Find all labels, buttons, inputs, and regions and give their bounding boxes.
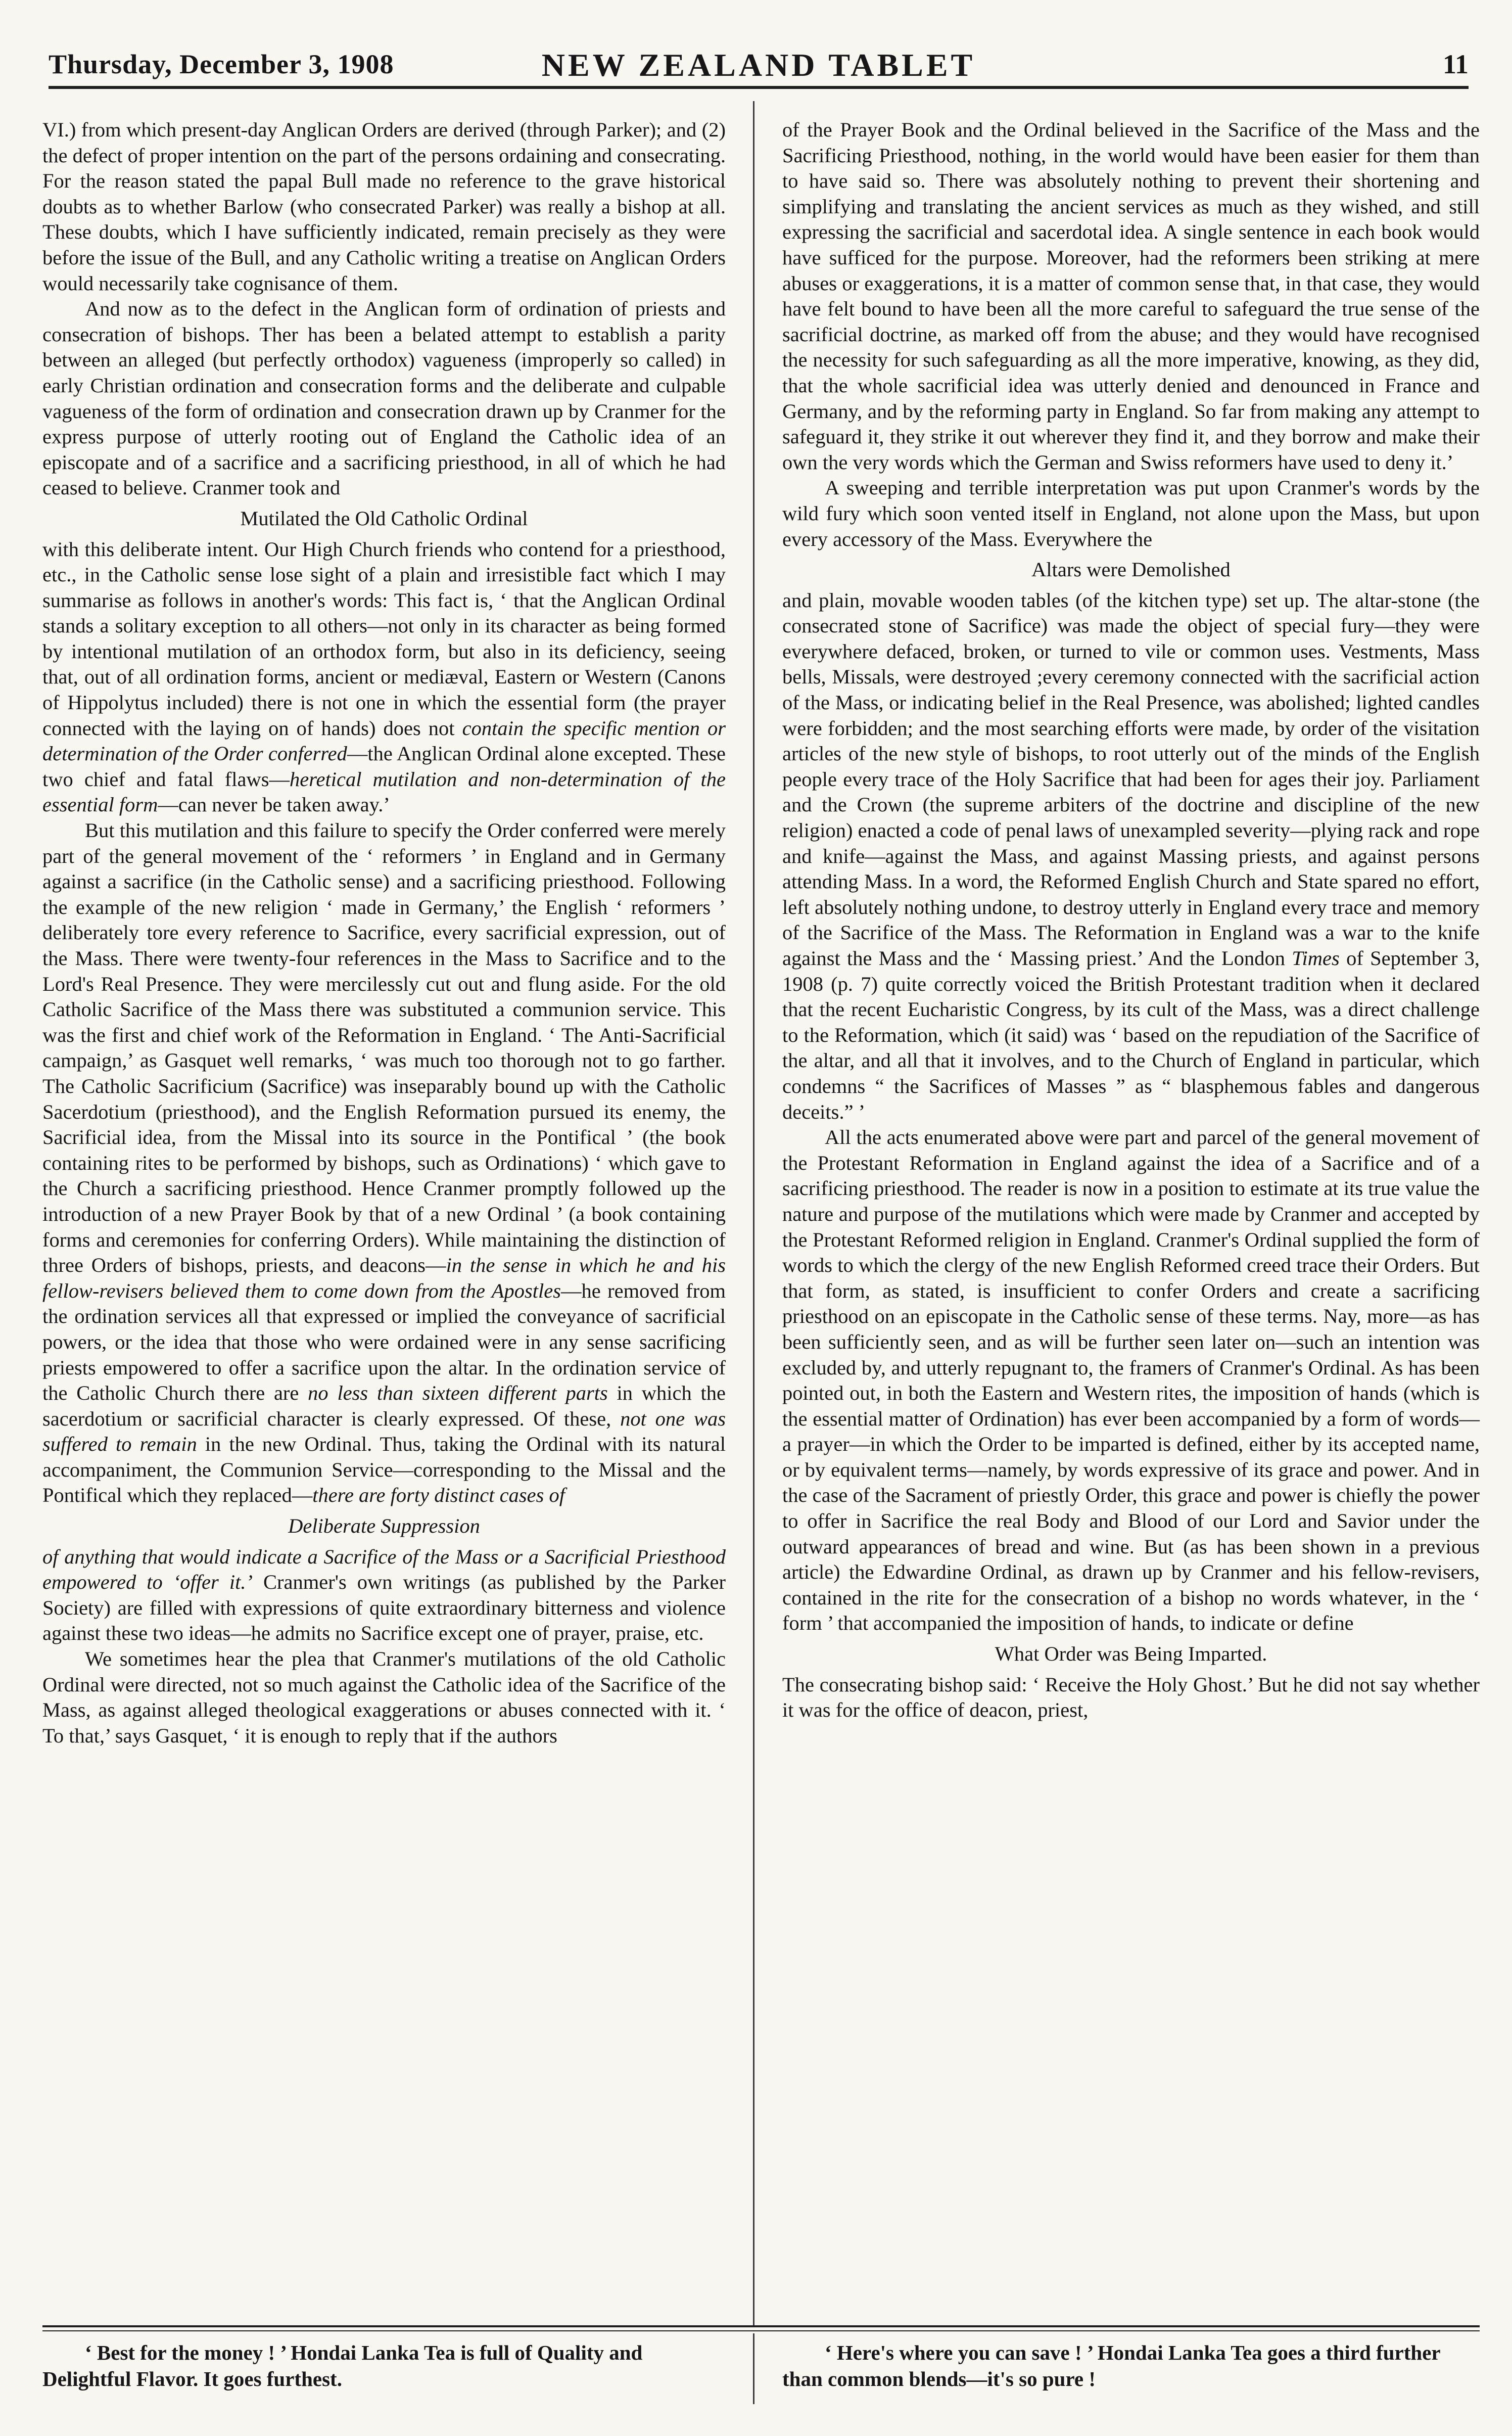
advertisement-right — [782, 2339, 1480, 2392]
text-run: and plain, movable wooden tables (of the kitchen type) set up. The altar-stone (the consecrated stone of Sacrifice) was made the object of special fury—they were everywhere defaced, broken, or turned to vile or common uses. Vestments, Mass bells, Missals, were destroyed ;every ceremony connected with the sacrificial action of the Mass, or indicating belief in the Real Presence, was abolished; lighted candles were forbidden; and the most searching efforts were made, by order of the visitation articles of the new style of bishops, to root utterly out of the minds of the English people every trace of the Holy Sacrifice that had been for ages their joy. Parliament and the Crown (the supreme arbiters of the doctrine and discipline of the new religion) enacted a code of penal laws of unexampled severity—plying rack and rope and knife—against the Mass, and against Massing priests, and against persons attending Mass. In a word, the Reformed English Church and State spared no effort, left absolutely nothing undone, to destroy utterly in England every trace and memory of the Sacrifice of the Mass. The Reformation in England was a war to the knife against the Mass and the ‘ Massing priest.’ And the London — [782, 588, 1480, 970]
page-number: 11 — [1442, 49, 1469, 79]
italic-run: there are forty distinct cases of — [312, 1484, 565, 1507]
italic-run: heretical mutilation and non-determination of the essential form — [42, 767, 726, 816]
paragraph — [42, 818, 726, 1508]
advertisement-left — [42, 2339, 726, 2392]
subheading: What Order was Being Imparted. — [995, 1642, 1267, 1666]
italic-run: no less than sixteen different parts — [308, 1382, 608, 1405]
text-run: —can never be taken away.’ — [158, 793, 390, 816]
ad-text: ‘ Here's where you can save ! ’ Hondai Lanka Tea goes a third further than common blends—it's so pure ! — [782, 2341, 1440, 2391]
footer-rule — [42, 2330, 1480, 2331]
text-run: But this mutilation and this failure to specify the Order conferred were merely part of the general movement of the ‘ reformers ’ in England and in Germany against a sacrifice (in the Catholic sense) and a sacrificing priesthood. Following the example of the new religion ‘ made in Germany,’ the English ‘ reformers ’ deliberately tore every reference to Sacrifice, every sacrificial expression, out of the Mass. There were twenty-four references in the Mass to Sacrifice and to the Lord's Real Presence. They were mercilessly cut out and flung aside. For the old Catholic Sacrifice of the Mass there was substituted a communion service. This was the first and chief work of the Reformation in England. ‘ The Anti-Sacrificial campaign,’ as Gasquet well remarks, ‘ was much too thorough not to go farther. The Catholic Sacrificium (Sacrifice) was inseparably bound up with the Catholic Sacerdotium (priesthood), and the English Reformation pursued its enemy, the Sacrificial idea, from the Missal into its source in the Pontifical ’ (the book containing rites to be performed by bishops, such as Ordinations) ‘ which gave to the Church a sacrificing priesthood. Hence Cranmer promptly followed up the introduction of a new Prayer Book by that of a new Ordinal ’ (a book containing forms and ceremonies for conferring Orders). While maintaining the distinction of three Orders of bishops, priests, and deacons— — [42, 819, 726, 1277]
subheading: Mutilated the Old Catholic Ordinal — [240, 507, 528, 530]
text-run: —he removed from the ordination services all that expressed or implied the conveyance of sacrificial powers, or the idea that those who were ordained were in any sense sacrificing priests empowered to offer a sacrifice upon the altar. In the ordination service of the Catholic Church there are — [42, 1279, 726, 1405]
text-run: of September 3, 1908 (p. 7) quite correctly voiced the British Protestant tradition when it declared that the recent Eucharistic Congress, by its cult of the Mass, was a direct challenge to the Reformation, which (it said) was ‘ based on the repudiation of the Sacrifice of the altar, and all that it involves, and to the Church of England in particular, which condemns “ the Sacrifices of Masses ” as “ blasphemous fables and dangerous deceits.” ’ — [782, 947, 1480, 1123]
italic-run: not one was suffered to remain — [42, 1407, 726, 1456]
ad-text: ‘ Best for the money ! ’ Hondai Lanka Tea is full of Quality and Delightful Flavor. It goes furthest. — [42, 2341, 643, 2391]
paragraph: VI.) from which present-day Anglican Orders are derived (through Parker); and (2) the defect of proper intention on the part of the persons ordaining and consecrating. For the reason stated the papal Bull made no reference to the grave historical doubts as to whether Barlow (who consecrated Parker) was really a bishop at all. These doubts, which I have sufficiently indicated, remain precisely as they were before the issue of the Bull, and any Catholic writing a treatise on Anglican Orders would necessarily take cognisance of them. — [42, 118, 726, 295]
italic-run: contain the specific mention or determination of the Order conferred — [42, 716, 726, 765]
paragraph: A sweeping and terrible interpretation was put upon Cranmer's words by the wild fury which soon vented itself in England, not alone upon the Mass, but upon every accessory of the Mass. Everywhere the — [782, 476, 1480, 550]
paragraph: All the acts enumerated above were part and parcel of the general movement of the Protestant Reformation in England against the idea of a Sacrifice and of a sacrificing priesthood. The reader is now in a position to estimate at its true value the nature and purpose of the mutilations which were made by Cranmer and accepted by the Protestant Reformed religion in England. Cranmer's Ordinal supplied the form of words to which the clergy of the new English Reformed creed trace their Orders. But that form, as stated, is insufficient to confer Orders and create a sacrificing priesthood on an episcopate in the Catholic sense of these terms. Nay, more—as has been sufficiently seen, and as will be further seen later on—such an intention was excluded by, and utterly repugnant to, the framers of Cranmer's Ordinal. As has been pointed out, in both the Eastern and Western rites, the imposition of hands (which is the essential matter of Ordination) has ever been accompanied by a form of words—a prayer—in which the Order to be imparted is defined, either by its accepted name, or by equivalent terms—namely, by words expressive of its grace and power. And in the case of the Sacrament of priestly Order, this grace and power is chiefly the power to offer in Sacrifice the real Body and Blood of our Lord and Savior under the outward appearances of bread and wine. But (as has been shown in a previous article) the Edwardine Ordinal, as drawn up by Cranmer and his fellow-revisers, contained in the rite for the consecration of a bishop no words whatever, in the ‘ form ’ that accompanied the imposition of hands, to indicate or define — [782, 1126, 1480, 1635]
paragraph: The consecrating bishop said: ‘ Receive the Holy Ghost.’ But he did not say whether it was for the office of deacon, priest, — [782, 1673, 1480, 1722]
subheading: Altars were Demolished — [1031, 558, 1231, 581]
right-column — [782, 117, 1480, 1723]
newspaper-title: NEW ZEALAND TABLET — [541, 47, 976, 83]
left-column — [42, 117, 726, 1749]
paragraph: We sometimes hear the plea that Cranmer's mutilations of the old Catholic Ordinal were directed, not so much against the Catholic idea of the Sacrifice of the Mass, as against alleged theological exaggerations or abuses connected with it. ‘ To that,’ says Gasquet, ‘ it is enough to reply that if the authors — [42, 1647, 726, 1747]
paragraph — [782, 588, 1480, 1125]
text-run: Cranmer's own writings (as published by the Parker Society) are filled with expressions of quite extraordinary bitterness and violence against these two ideas—he admits no Sacrifice except one of prayer, praise, etc. — [42, 1571, 726, 1645]
issue-date: Thursday, December 3, 1908 — [49, 49, 394, 79]
paragraph: And now as to the defect in the Anglican form of ordination of priests and consecration of bishops. Ther has been a belated attempt to establish a parity between an alleged (but perfectly orthodox) vagueness (improperly so called) in early Christian ordination and consecration forms and the deliberate and culpable vagueness of the form of ordination and consecration drawn up by Cranmer for the express purpose of utterly rooting out of England the Catholic idea of an episcopate and of a sacrifice and a sacrificing priesthood, in all of which he had ceased to believe. Cranmer took and — [42, 297, 726, 499]
footer-rule — [42, 2325, 1480, 2327]
italic-run: Times — [1292, 947, 1340, 970]
text-run: with this deliberate intent. Our High Church friends who contend for a priesthood, etc., in the Catholic sense lose sight of a plain and irresistible fact which I may summarise as follows in another's words: This fact is, ‘ that the Anglican Ordinal stands a solitary exception to all others—not only in its character as being formed by intentional mutilation of an orthodox form, but also in its deficiency, seeing that, out of all ordination forms, ancient or mediæval, Eastern or Western (Canons of Hippolytus included) there is not one in which the essential form (the prayer connected with the laying on of hands) does not — [42, 537, 726, 740]
text-run: in the new Ordinal. Thus, taking the Ordinal with its natural accompaniment, the Communion Service—corresponding to the Missal and the Pontifical which they replaced— — [42, 1433, 726, 1507]
text-run: —the Anglican Ordinal alone excepted. These two chief and fatal flaws— — [42, 742, 726, 791]
ad-divider — [753, 2333, 754, 2404]
paragraph: of the Prayer Book and the Ordinal believed in the Sacrifice of the Mass and the Sacrificing Priesthood, nothing, in the world would have been easier for them than to have said so. There was absolutely nothing to prevent their shortening and simplifying and translating the ancient services as much as they wished, and still expressing the sacrificial and sacerdotal idea. A single sentence in each book would have sufficed for the purpose. Moreover, had the reformers been striking at mere abuses or exaggerations, it is a matter of common sense that, in that case, they would have felt bound to have been all the more careful to safeguard the true sense of the sacrificial doctrine, as marked off from the abuse; and they would have recognised the necessity for such safeguarding as all the more imperative, knowing, as they did, that the whole sacrificial idea was utterly denied and denounced in France and Germany, and by the reforming party in England. So far from making any attempt to safeguard it, they strike it out wherever they find it, and they borrow and make their own the very words which the German and Swiss reformers have used to deny it.’ — [782, 118, 1480, 474]
subheading: Deliberate Suppression — [288, 1514, 480, 1538]
italic-run: of anything that would indicate a Sacrifice of the Mass or a Sacrificial Priesthood empowered to ‘offer it.’ — [42, 1545, 726, 1594]
column-divider — [753, 101, 754, 2325]
italic-run: in the sense in which he and his fellow-revisers believed them to come down from the Apostles — [42, 1254, 726, 1302]
paragraph — [42, 537, 726, 818]
text-run: in which the sacerdotium or sacrificial character is clearly expressed. Of these, — [42, 1382, 726, 1430]
paragraph — [42, 1544, 726, 1646]
masthead — [49, 44, 1469, 89]
